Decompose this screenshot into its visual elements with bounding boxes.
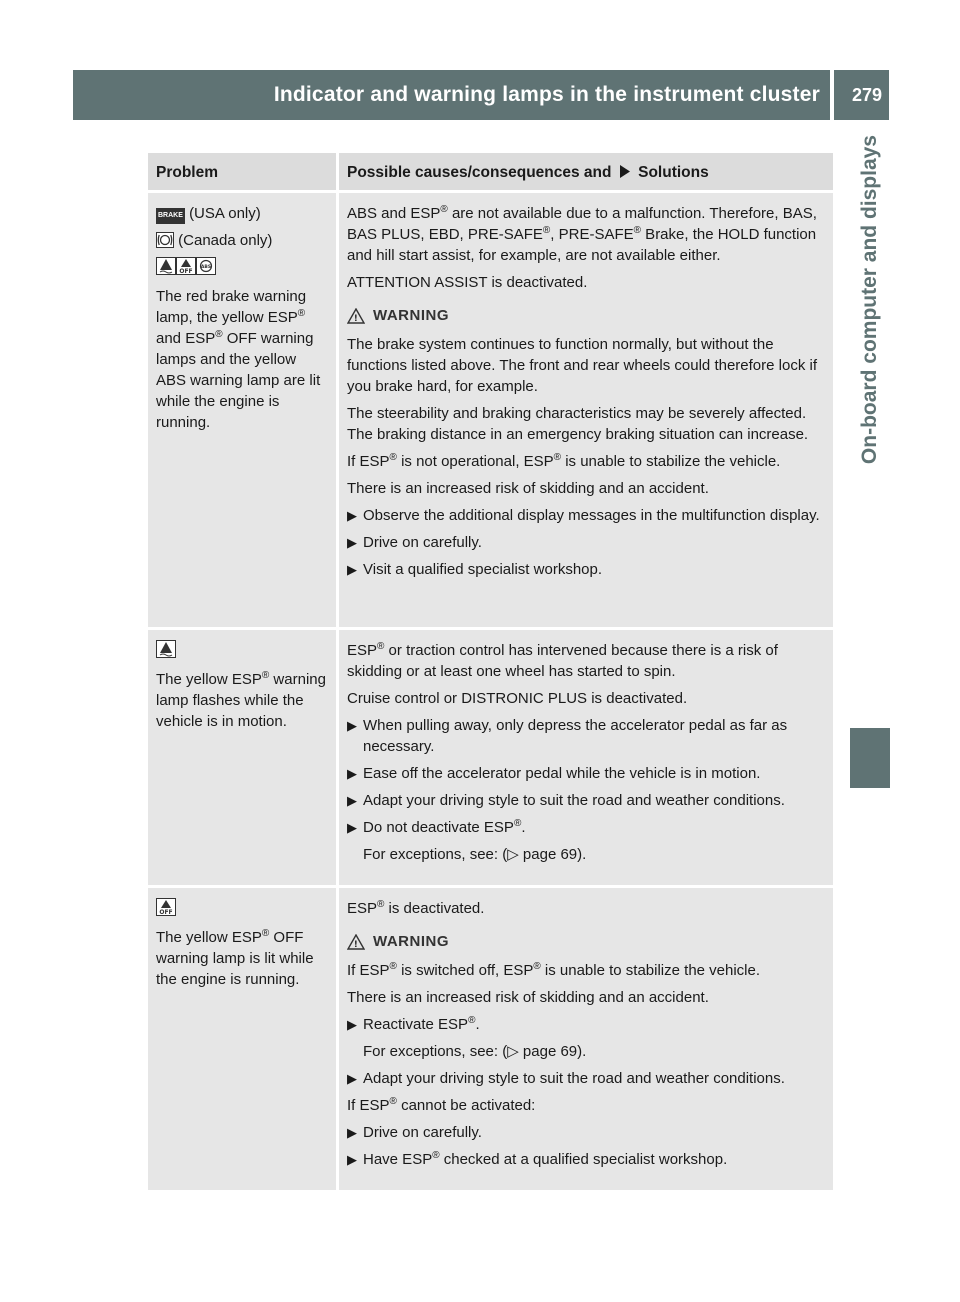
solution-intro: ABS and ESP® are not available due to a malfunction. Therefore, BAS, BAS PLUS, EBD, PRE-SAFE®, PRE-SAFE® Brake, the HOLD function and hill start assist, for example, are not available either. (347, 204, 817, 264)
esp-warning-icon (156, 640, 176, 658)
step-arrow-icon: ▶ (347, 793, 357, 808)
warning-triangle-icon (347, 308, 365, 324)
header-bar (73, 70, 830, 120)
warning-heading (347, 931, 825, 952)
warning-text: There is an increased risk of skidding and an accident. (347, 989, 709, 1006)
warning-text: If ESP® is switched off, ESP® is unable to stabilize the vehicle. (347, 961, 761, 979)
table-header-row (148, 153, 833, 190)
condition-text: If ESP® cannot be activated: (347, 1096, 536, 1114)
step-arrow-icon: ▶ (347, 766, 357, 781)
solution-cell (339, 627, 833, 885)
side-tab (850, 135, 890, 715)
instruction-step: ▶ Drive on carefully. (347, 534, 482, 551)
solution-intro-2: Cruise control or DISTRONIC PLUS is deactivated. (347, 690, 688, 707)
page-title: Indicator and warning lamps in the instrument cluster (273, 83, 820, 106)
problem-cell (148, 190, 339, 627)
instruction-step: ▶ Drive on carefully. (347, 1124, 482, 1141)
column-header-solutions-suffix: Solutions (638, 164, 709, 181)
side-marker (850, 728, 890, 788)
svg-text:ABS: ABS (200, 265, 212, 270)
instruction-step: ▶ Do not deactivate ESP®. (347, 818, 526, 836)
problem-description: The yellow ESP® OFF warning lamp is lit while the engine is running. (156, 928, 314, 988)
instruction-step: ▶ Have ESP® checked at a qualified specialist workshop. (347, 1150, 728, 1168)
canada-only-label: (Canada only) (178, 232, 273, 249)
warning-label: WARNING (373, 933, 449, 950)
instruction-step: ▶ Visit a qualified specialist workshop. (347, 561, 603, 578)
problem-description: The red brake warning lamp, the yellow ESP® and ESP® OFF warning lamps and the yellow ABS warning lamp are lit while the engine is running. (156, 288, 321, 431)
page-number: 279 (851, 85, 882, 105)
svg-text:!: ! (353, 313, 359, 324)
problem-description: The yellow ESP® warning lamp flashes while the vehicle is in motion. (156, 670, 326, 730)
warning-text: If ESP® is not operational, ESP® is unable to stabilize the vehicle. (347, 452, 781, 470)
step-arrow-icon: ▶ (347, 535, 357, 550)
column-header-solutions (339, 153, 833, 190)
column-header-problem: Problem (148, 153, 339, 190)
abs-warning-icon (196, 257, 216, 275)
svg-text:OFF: OFF (159, 909, 173, 916)
warning-text: There is an increased risk of skidding and an accident. (347, 480, 709, 497)
play-arrow-icon (619, 165, 631, 178)
instruction-step: ▶ Observe the additional display messages in the multifunction display. (347, 507, 820, 524)
solution-cell (339, 885, 833, 1190)
instruction-step: ▶ Adapt your driving style to suit the road and weather conditions. (347, 1070, 785, 1087)
solution-intro-2: ATTENTION ASSIST is deactivated. (347, 274, 588, 291)
exception-note: For exceptions, see: (▷ page 69). (363, 1043, 587, 1060)
step-arrow-icon: ▶ (347, 820, 357, 835)
table-row (148, 885, 833, 1190)
side-section-label: On-board computer and displays (858, 135, 881, 465)
esp-off-icon (156, 898, 176, 916)
solution-intro: ESP® is deactivated. (347, 899, 485, 917)
solution-intro: ESP® or traction control has intervened because there is a risk of skidding or at least one wheel has started to spin. (347, 641, 778, 680)
lamp-table (148, 153, 833, 1190)
step-arrow-icon: ▶ (347, 1125, 357, 1140)
problem-cell (148, 627, 339, 885)
warning-heading (347, 305, 825, 326)
step-arrow-icon: ▶ (347, 1017, 357, 1032)
step-arrow-icon: ▶ (347, 1152, 357, 1167)
step-arrow-icon: ▶ (347, 562, 357, 577)
instruction-step: ▶ Reactivate ESP®. (347, 1015, 480, 1033)
warning-text: The steerability and braking characteristics may be severely affected. The braking distance in an emergency braking situation can increase. (347, 405, 809, 443)
warning-label: WARNING (373, 307, 449, 324)
brake-circle-icon (156, 232, 174, 248)
step-arrow-icon: ▶ (347, 508, 357, 523)
svg-text:OFF: OFF (179, 268, 193, 275)
page-number-box (834, 70, 889, 120)
step-arrow-icon: ▶ (347, 718, 357, 733)
table-row (148, 190, 833, 627)
instruction-step: ▶ Adapt your driving style to suit the road and weather conditions. (347, 792, 785, 809)
exception-note: For exceptions, see: (▷ page 69). (363, 846, 587, 863)
esp-off-icon (176, 257, 196, 275)
usa-only-label: (USA only) (189, 205, 261, 222)
brake-lamp-icon: BRAKE (156, 208, 185, 224)
instruction-step: ▶ Ease off the accelerator pedal while the vehicle is in motion. (347, 765, 761, 782)
table-row (148, 627, 833, 885)
svg-text:!: ! (353, 939, 359, 950)
column-header-solutions-text: Possible causes/consequences and (347, 164, 612, 181)
instruction-step: ▶ When pulling away, only depress the accelerator pedal as far as necessary. (347, 717, 788, 755)
solution-cell (339, 190, 833, 627)
warning-triangle-icon (347, 934, 365, 950)
step-arrow-icon: ▶ (347, 1071, 357, 1086)
warning-text: The brake system continues to function normally, but without the functions listed above. The front and rear wheels could therefore lock if you brake hard, for example. (347, 336, 817, 395)
problem-cell (148, 885, 339, 1190)
esp-warning-icon (156, 257, 176, 275)
